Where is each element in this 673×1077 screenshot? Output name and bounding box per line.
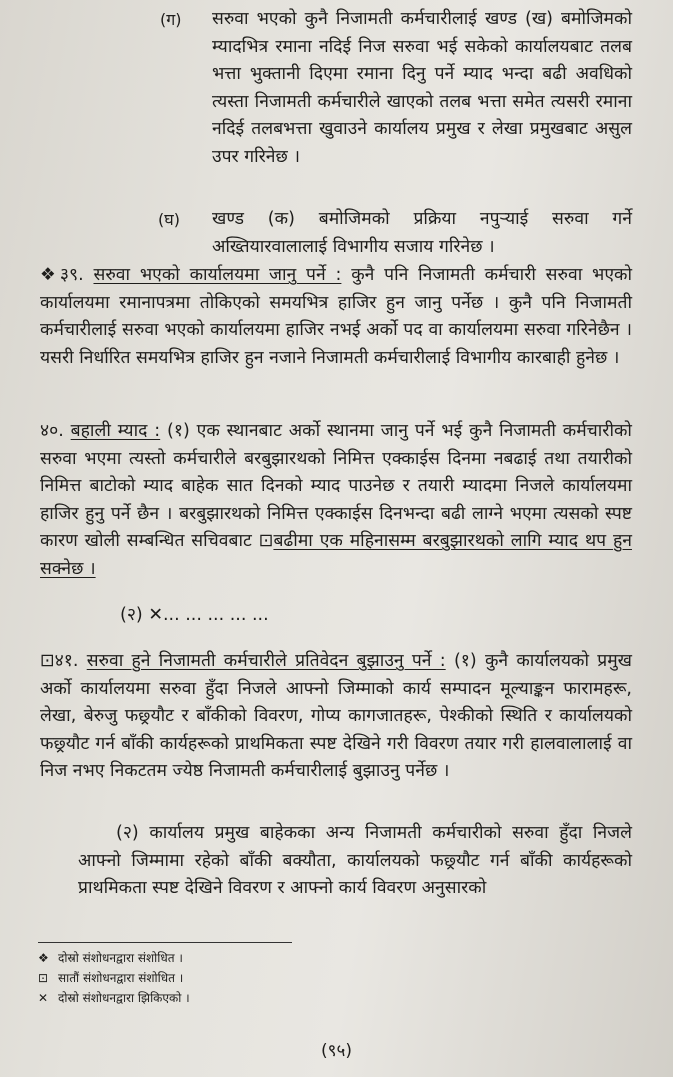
clause-gha-text	[212, 206, 632, 261]
footnote-text: दोस्रो संशोधनद्वारा झिकिएको ।	[58, 991, 190, 1005]
clause-gha-label: (घ)	[158, 210, 180, 229]
rule-40-sub2	[120, 602, 520, 630]
clause-ga-text	[212, 6, 632, 171]
clause-ga-label: (ग)	[160, 10, 182, 29]
footnote-item	[38, 948, 190, 968]
clause-gha-body: खण्ड (क) बमोजिमको प्रक्रिया नपुऱ्याई सरुवा गर्ने अख्तियारवालालाई विभागीय सजाय गरिनेछ ।	[212, 209, 632, 257]
amendment-mark: ⊡	[258, 531, 274, 551]
footnote-mark: ❖	[38, 951, 49, 965]
rule-41-sub2	[78, 820, 632, 903]
footnote-mark: ✕	[38, 991, 49, 1005]
rule-39	[40, 262, 632, 372]
rule-40-text: (१) एक स्थानबाट अर्को स्थानमा जानु पर्ने भई कुनै निजामती कर्मचारीको सरुवा भएमा त्यस्तो कर्मचारीले बरबुझारथको निमित्त एक्काईस दिनमा नबढाई तथा तयारीको निमित्त बाटोको म्याद बाहेक सात दिनको म्याद पाउनेछ र तयारी म्यादमा निजले कार्यालयमा हाजिर हुनु पर्ने छैन । बरबुझारथको निमित्त एक्काईस दिनभन्दा बढी लाग्ने भएमा त्यसको स्पष्ट कारण खोली सम्बन्धित सचिवबाट	[40, 421, 632, 551]
rule-39-number: ❖३९.	[40, 265, 84, 285]
rule-39-text: कुनै पनि निजामती कर्मचारी सरुवा भएको कार्यालयमा रमानापत्रमा तोकिएको समयभित्र हाजिर हुन जानु पर्नेछ । कुनै पनि निजामती कर्मचारीलाई सरुवा भएको कार्यालयमा हाजिर नभई अर्को पद वा कार्यालयमा सरुवा गरिनेछैन । यसरी निर्धारित समयभित्र हाजिर हुन नजाने निजामती कर्मचारीलाई विभागीय कारबाही हुनेछ ।	[40, 265, 632, 368]
rule-40-amended-text: बढीमा एक महिनासम्म बरबुझारथको लागि म्याद थप हुन सक्नेछ ।	[40, 531, 632, 579]
rule-41-text1: (१) कुनै कार्यालयको प्रमुख अर्को कार्यालयमा सरुवा हुँदा निजले आफ्नो जिम्माको कार्य सम्पादन मूल्याङ्कन फारामहरू, लेखा, बेरुजु फछ्र्यौट र बाँकीको विवरण, गोप्य कागजातहरू, पेश्कीको स्थिति र कार्यालयको फछ्र्यौट गर्न बाँकी कार्यहरूको प्राथमिकता स्पष्ट देखिने गरी विवरण तयार गरी हालवालालाई वा निज नभए निकटतम ज्येष्ठ निजामती कर्मचारीलाई बुझाउनु पर्नेछ ।	[40, 651, 632, 781]
rule-40-sub2-text: (२) ✕... ... ... ... ...	[120, 605, 269, 625]
page-number: (९५)	[321, 1041, 352, 1061]
rule-39-heading: सरुवा भएको कार्यालयमा जानु पर्ने :	[93, 265, 342, 285]
footnote-item	[38, 988, 190, 1008]
footnote-item	[38, 968, 190, 988]
clause-ga-body: सरुवा भएको कुनै निजामती कर्मचारीलाई खण्ड (ख) बमोजिमको म्यादभित्र रमाना नदिई निज सरुवा भई सकेको कार्यालयबाट तलब भत्ता भुक्तानी दिएमा रमाना दिनु पर्ने म्याद भन्दा बढी अवधिको त्यस्ता निजामती कर्मचारीले खाएको तलब भत्ता समेत त्यसरी रमाना नदिई तलबभत्ता खुवाउने कार्यालय प्रमुख र लेखा प्रमुखबाट असुल उपर गरिनेछ ।	[212, 9, 632, 167]
footnote-text: दोस्रो संशोधनद्वारा संशोधित ।	[58, 951, 183, 965]
rule-40-heading: बहाली म्याद :	[70, 421, 161, 441]
rule-41-text2: (२) कार्यालय प्रमुख बाहेकका अन्य निजामती कर्मचारीको सरुवा हुँदा निजले आफ्नो जिम्मामा रहेको बाँकी बक्यौता, कार्यालयको फछ्र्यौट गर्न बाँकी कार्यहरूको प्राथमिकता स्पष्ट देखिने विवरण र आफ्नो कार्य विवरण अनुसारको	[78, 823, 632, 898]
rule-41-number: ⊡४१.	[40, 651, 79, 671]
rule-41	[40, 648, 632, 786]
rule-40	[40, 418, 632, 583]
footnote-mark: ⊡	[38, 971, 49, 985]
footnote-divider	[38, 942, 292, 943]
footnotes	[38, 948, 190, 1008]
footnote-text: सातौं संशोधनद्वारा संशोधित ।	[58, 971, 184, 985]
rule-41-heading: सरुवा हुने निजामती कर्मचारीले प्रतिवेदन बुझाउनु पर्ने :	[86, 651, 446, 671]
rule-40-number: ४०.	[40, 421, 64, 441]
